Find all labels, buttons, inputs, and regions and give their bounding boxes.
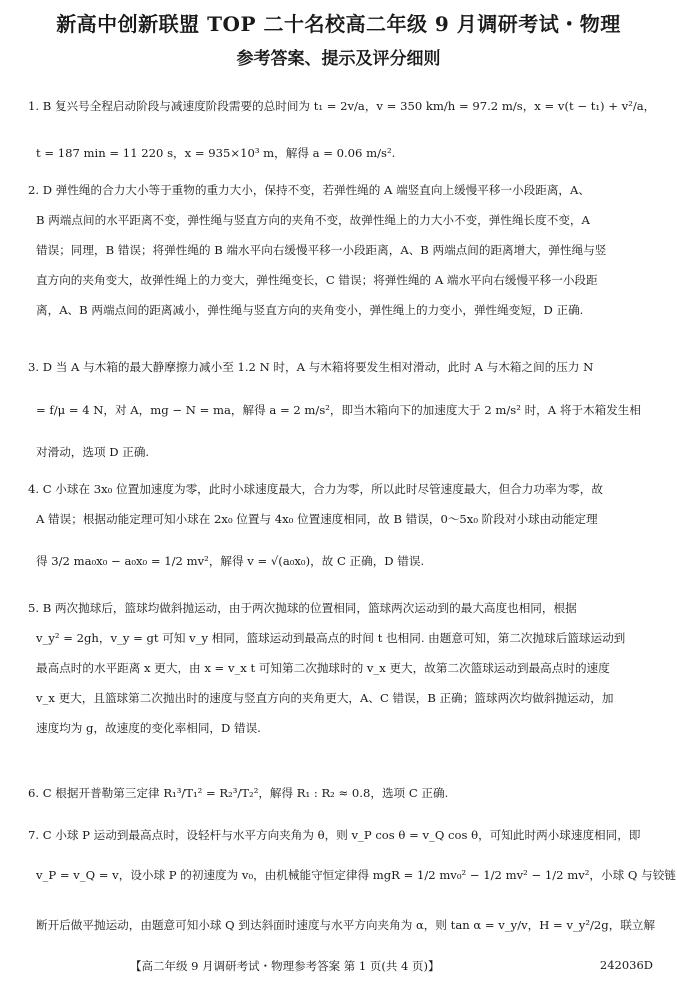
answer-line: 3. D 当 A 与木箱的最大静摩擦力减小至 1.2 N 时，A 与木箱将要发生相对滑动，此时 A 与木箱之间的压力 N	[28, 360, 594, 374]
answer-line: 直方向的夹角变大，故弹性绳上的力变大，弹性绳变长，C 错误；将弹性绳的 A 端水平向右缓慢平移一小段距	[36, 273, 598, 287]
answer-7-cont	[36, 867, 676, 947]
footer-code: 242036D	[599, 958, 653, 972]
answer-4	[28, 481, 668, 511]
answer-line: v_x 更大，且篮球第二次抛出时的速度与竖直方向的夹角更大，A、C 错误，B 正确；篮球两次均做斜抛运动，加	[36, 691, 614, 705]
answer-line: 错误；同理，B 错误；将弹性绳的 B 端水平向右缓慢平移一小段距离，A、B 两端点间的距离增大，弹性绳与竖	[36, 243, 607, 257]
answer-2	[28, 182, 668, 212]
answer-line: 5. B 两次抛球后，篮球均做斜抛运动，由于两次抛球的位置相同，篮球两次运动到的最大高度也相同，根据	[28, 601, 577, 615]
answer-line: 对滑动，选项 D 正确.	[36, 445, 150, 459]
footer-page-info: 【高二年级 9 月调研考试・物理参考答案 第 1 页(共 4 页)】	[130, 959, 440, 973]
page-title: 新高中创新联盟 TOP 二十名校高二年级 9 月调研考试・物理	[56, 12, 621, 36]
answer-line: 2. D 弹性绳的合力大小等于重物的重力大小，保持不变，若弹性绳的 A 端竖直向上缓慢平移一小段距离，A、	[28, 183, 590, 197]
answer-line: 最高点时的水平距离 x 更大，由 x = v_x t 可知第二次抛球时的 v_x 更大，故第二次篮球运动到最高点时的速度	[36, 661, 610, 675]
answer-1	[28, 98, 668, 114]
answer-line: 得 3/2 ma₀x₀ − a₀x₀ = 1/2 mv²，解得 v = √(a₀x₀)，故 C 正确，D 错误.	[36, 554, 425, 568]
answer-1-cont	[36, 145, 666, 161]
answer-line: 断开后做平抛运动，由题意可知小球 Q 到达斜面时速度与水平方向夹角为 α，则 tan α = v_y/v，H = v_y²/2g，联立解	[36, 918, 656, 932]
answer-3-cont	[36, 402, 666, 474]
answer-line: 6. C 根据开普勒第三定律 R₁³/T₁² = R₂³/T₂²，解得 R₁ : R₂ ≈ 0.8，选项 C 正确.	[28, 786, 449, 800]
answer-5	[28, 600, 668, 630]
answer-line: A 错误；根据动能定理可知小球在 2x₀ 位置与 4x₀ 位置速度相同，故 B 错误，0～5x₀ 阶段对小球由动能定理	[36, 512, 598, 526]
answer-line: t = 187 min = 11 220 s，x = 935×10³ m，解得 a = 0.06 m/s².	[36, 146, 396, 160]
answer-4-cont	[36, 511, 666, 583]
answer-line: 7. C 小球 P 运动到最高点时，设轻杆与水平方向夹角为 θ，则 v_P cos θ = v_Q cos θ，可知此时两小球速度相同，即	[28, 828, 641, 842]
answer-3	[28, 359, 668, 375]
answer-line: 离，A、B 两端点间的距离减小，弹性绳与竖直方向的夹角变小，弹性绳上的力变小，弹性绳变短，D 正确.	[36, 303, 584, 317]
answer-7	[28, 827, 668, 867]
answer-line: v_P = v_Q = v，设小球 P 的初速度为 v₀，由机械能守恒定律得 mgR = 1/2 mv₀² − 1/2 mv² − 1/2 mv²，小球 Q 与铰链	[36, 868, 676, 882]
answer-line: 速度均为 g，故速度的变化率相同，D 错误.	[36, 721, 261, 735]
answer-6	[28, 785, 668, 801]
page-subtitle: 参考答案、提示及评分细则	[236, 49, 441, 69]
answer-line: B 两端点间的水平距离不变，弹性绳与竖直方向的夹角不变，故弹性绳上的力大小不变，弹性绳长度不变，A	[36, 213, 590, 227]
answer-5-cont	[36, 630, 666, 750]
answer-line: 1. B 复兴号全程启动阶段与减速度阶段需要的总时间为 t₁ = 2v/a，v = 350 km/h = 97.2 m/s，x = v(t − t₁) + v²/a，	[28, 99, 656, 113]
answer-2-cont	[36, 212, 666, 332]
answer-line: = f/μ = 4 N，对 A，mg − N = ma，解得 a = 2 m/s²，即当木箱向下的加速度大于 2 m/s² 时，A 将于木箱发生相	[36, 403, 641, 417]
answer-line: 4. C 小球在 3x₀ 位置加速度为零，此时小球速度最大，合力为零，所以此时尽管速度最大，但合力功率为零，故	[28, 482, 603, 496]
answer-line: v_y² = 2gh，v_y = gt 可知 v_y 相同，篮球运动到最高点的时间 t 也相同. 由题意可知，第二次抛球后篮球运动到	[36, 631, 626, 645]
